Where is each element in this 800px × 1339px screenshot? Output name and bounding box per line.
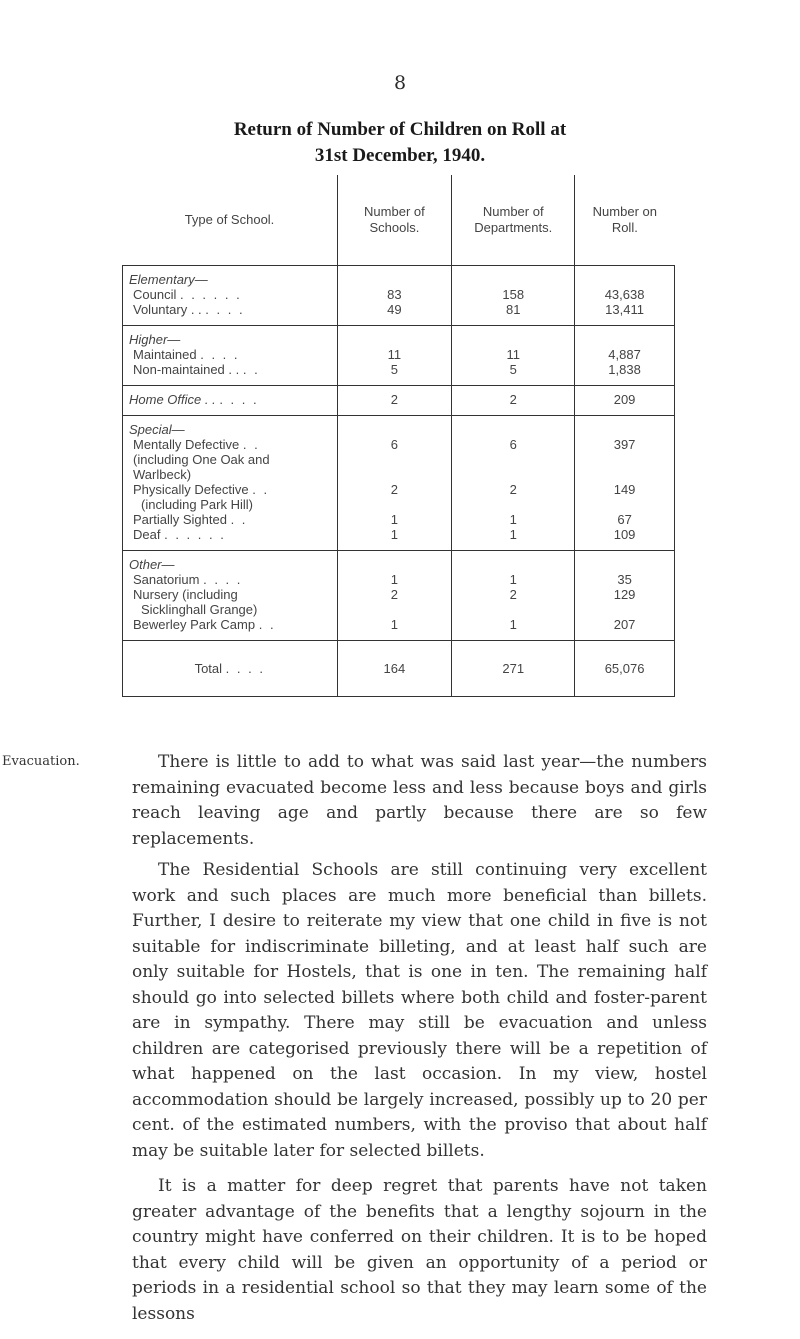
group-special [123, 416, 675, 551]
roll-value: 149 [613, 482, 636, 497]
row-label: Physically Defective . . [133, 482, 270, 497]
row-label: Voluntary . . . . . . [133, 302, 245, 317]
roll-value: 43,638 [604, 287, 645, 302]
schools-value: 1 [390, 617, 399, 632]
departments-value: 81 [505, 302, 521, 317]
roll-value: 67 [617, 512, 632, 527]
departments-value: 2 [509, 587, 517, 602]
departments-value: 1 [509, 512, 517, 527]
group-name: Home Office . . . . . . [129, 392, 259, 407]
departments-value: 11 [506, 347, 520, 362]
schools-value: 1 [390, 527, 399, 542]
total-departments: 271 [452, 641, 575, 697]
paragraph: It is a matter for deep regret that parents have not taken greater advantage of the benefits that a lengthy sojourn in the country might have conferred on their children. It is to be hoped that every child will be given an opportunity of a period or periods in a residential school so that they may learn some of the lessons [132, 1176, 707, 1324]
schools-value: 2 [390, 392, 399, 407]
roll-value: 13,411 [605, 302, 644, 317]
departments-value: 1 [509, 572, 517, 587]
table-title-date: 31st December, 1940. [314, 145, 486, 166]
row-label: Maintained . . . . [133, 347, 240, 362]
row-label: Council . . . . . . [133, 287, 242, 302]
roll-value: 207 [613, 617, 636, 632]
row-label: Partially Sighted . . [133, 512, 248, 527]
schools-value: 49 [387, 302, 402, 317]
table-header-row [123, 175, 675, 266]
schools-value: 5 [390, 362, 399, 377]
total-label: Total [194, 661, 223, 676]
group-name: Elementary— [129, 272, 208, 287]
departments-value: 2 [509, 482, 517, 497]
departments-value: 6 [509, 437, 517, 452]
header-number-on-roll: Number on Roll. [575, 175, 675, 266]
group-elementary [123, 266, 675, 326]
roll-value: 35 [617, 572, 632, 587]
schools-value: 11 [387, 347, 402, 362]
group-name: Higher— [129, 332, 181, 347]
row-label: Mentally Defective . . [133, 437, 260, 452]
row-label: Nursery (including [133, 587, 238, 602]
page-number: 8 [393, 72, 407, 94]
schools-value: 1 [390, 572, 399, 587]
group-name: Other— [129, 557, 175, 572]
roll-value: 209 [613, 392, 636, 407]
paragraph: The Residential Schools are still continuing very excellent work and such places are much more beneficial than billets. Further, I desire to reiterate my view that one child in five is not suitable for indiscriminate billeting, and at least half such are only suitable for Hostels, that is one in ten. The remaining half should go into selected billets where both child and foster-parent are in sympathy. There may still be evacuation and unless children are categorised previously there will be a repetition of what happened on the last occasion. In my view, hostel accommodation should be largely increased, possibly up to 20 per cent. of the estimated numbers, with the proviso that about half may be suitable later for selected billets. [132, 860, 707, 1161]
row-label: Sanatorium . . . . [133, 572, 243, 587]
group-higher [123, 326, 675, 386]
header-type-of-school: Type of School. [123, 175, 338, 266]
total-row: Total . . . . 164 271 65,076 [123, 641, 675, 697]
departments-value: 5 [509, 362, 517, 377]
total-roll: 65,076 [575, 641, 675, 697]
schools-value: 83 [387, 287, 402, 302]
header-number-of-departments: Number of Departments. [452, 175, 575, 266]
row-label: Deaf . . . . . . [133, 527, 226, 542]
departments-value: 1 [509, 527, 517, 542]
paragraph: There is little to add to what was said last year—the numbers remaining evacuated become less and less because boys and girls reach leaving age and partly because there are so few replacements. [132, 752, 707, 849]
group-other [123, 551, 675, 641]
row-label-continued: (including Park Hill) [141, 497, 253, 512]
table-title: Return of Number of Children on Roll at [233, 119, 567, 140]
roll-value: 397 [613, 437, 636, 452]
departments-value: 1 [509, 617, 517, 632]
schools-value: 1 [390, 512, 399, 527]
group-name: Special— [129, 422, 185, 437]
children-on-roll-table [122, 175, 675, 697]
departments-value: 158 [502, 287, 525, 302]
header-number-of-schools: Number of Schools. [337, 175, 452, 266]
roll-value: 4,887 [608, 347, 641, 362]
schools-value: 2 [390, 482, 399, 497]
row-label-continued: Sicklinghall Grange) [141, 602, 258, 617]
roll-value: 109 [613, 527, 636, 542]
row-label: Bewerley Park Camp . . [133, 617, 276, 632]
row-label: Non-maintained . . . . [133, 362, 260, 377]
departments-value: 2 [509, 392, 517, 407]
schools-value: 2 [390, 587, 399, 602]
schools-value: 6 [390, 437, 399, 452]
row-label-continued: (including One Oak and Warlbeck) [133, 452, 270, 482]
roll-value: 1,838 [608, 362, 641, 377]
margin-note-evacuation: Evacuation. [2, 754, 80, 769]
roll-value: 129 [613, 587, 636, 602]
group-home-office [123, 386, 675, 416]
total-schools: 164 [337, 641, 452, 697]
